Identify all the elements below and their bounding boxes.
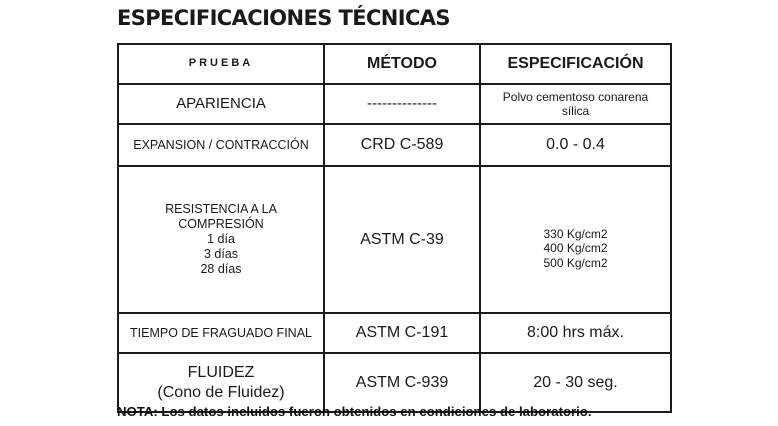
- cell-metodo-fluidez: ASTM C-939: [324, 353, 480, 412]
- prueba-line: 28 días: [200, 262, 242, 276]
- prueba-line: COMPRESIÓN: [178, 217, 264, 231]
- header-metodo: MÉTODO: [324, 44, 480, 84]
- prueba-line: (Cono de Fluidez): [157, 383, 285, 401]
- prueba-line: 3 días: [203, 247, 239, 261]
- header-especificacion: ESPECIFICACIÓN: [480, 44, 671, 84]
- table-row-fraguado: [118, 313, 671, 353]
- especificacion-line: 20 - 30 seg.: [533, 373, 618, 391]
- table-row-expansion: [118, 124, 671, 166]
- especificacion-line: 0.0 - 0.4: [546, 136, 605, 154]
- especificacion-line: 400 Kg/cm2: [543, 241, 608, 256]
- especificacion-line: Polvo cementoso conarena: [502, 89, 649, 104]
- table-header-row: [118, 44, 671, 84]
- prueba-line: FLUIDEZ: [187, 364, 255, 382]
- cell-prueba-expansion: [118, 124, 324, 166]
- prueba-line: 1 día: [207, 232, 235, 246]
- cell-metodo-expansion: CRD C-589: [324, 124, 480, 166]
- cell-prueba-resistencia: [118, 166, 324, 313]
- cell-especificacion-expansion: [480, 124, 671, 166]
- prueba-label: APARIENCIA: [176, 95, 266, 112]
- header-prueba: PRUEBA: [118, 44, 324, 84]
- table-row-resistencia: [118, 166, 671, 313]
- cell-prueba-fraguado: [118, 313, 324, 353]
- specifications-table: [117, 43, 672, 413]
- cell-prueba-apariencia: [118, 84, 324, 124]
- cell-metodo-apariencia: --------------: [324, 84, 480, 124]
- prueba-line: RESISTENCIA A LA: [165, 202, 277, 216]
- cell-especificacion-resistencia: [480, 166, 671, 313]
- prueba-label: TIEMPO DE FRAGUADO FINAL: [130, 325, 312, 340]
- cell-especificacion-apariencia: [480, 84, 671, 124]
- especificacion-line: 500 Kg/cm2: [543, 255, 608, 270]
- especificacion-line: 330 Kg/cm2: [543, 226, 608, 241]
- cell-especificacion-fraguado: [480, 313, 671, 353]
- especificacion-line: sílica: [561, 104, 590, 118]
- prueba-label: EXPANSION / CONTRACCIÓN: [133, 137, 309, 152]
- cell-metodo-resistencia: ASTM C-39: [324, 166, 480, 313]
- laboratory-note: NOTA: Los datos incluidos fueron obtenidos en condiciones de laboratorio.: [117, 404, 592, 419]
- page-title: ESPECIFICACIONES TÉCNICAS: [117, 6, 450, 30]
- cell-metodo-fraguado: ASTM C-191: [324, 313, 480, 353]
- table-row-apariencia: [118, 84, 671, 124]
- especificacion-line: 8:00 hrs máx.: [527, 324, 624, 342]
